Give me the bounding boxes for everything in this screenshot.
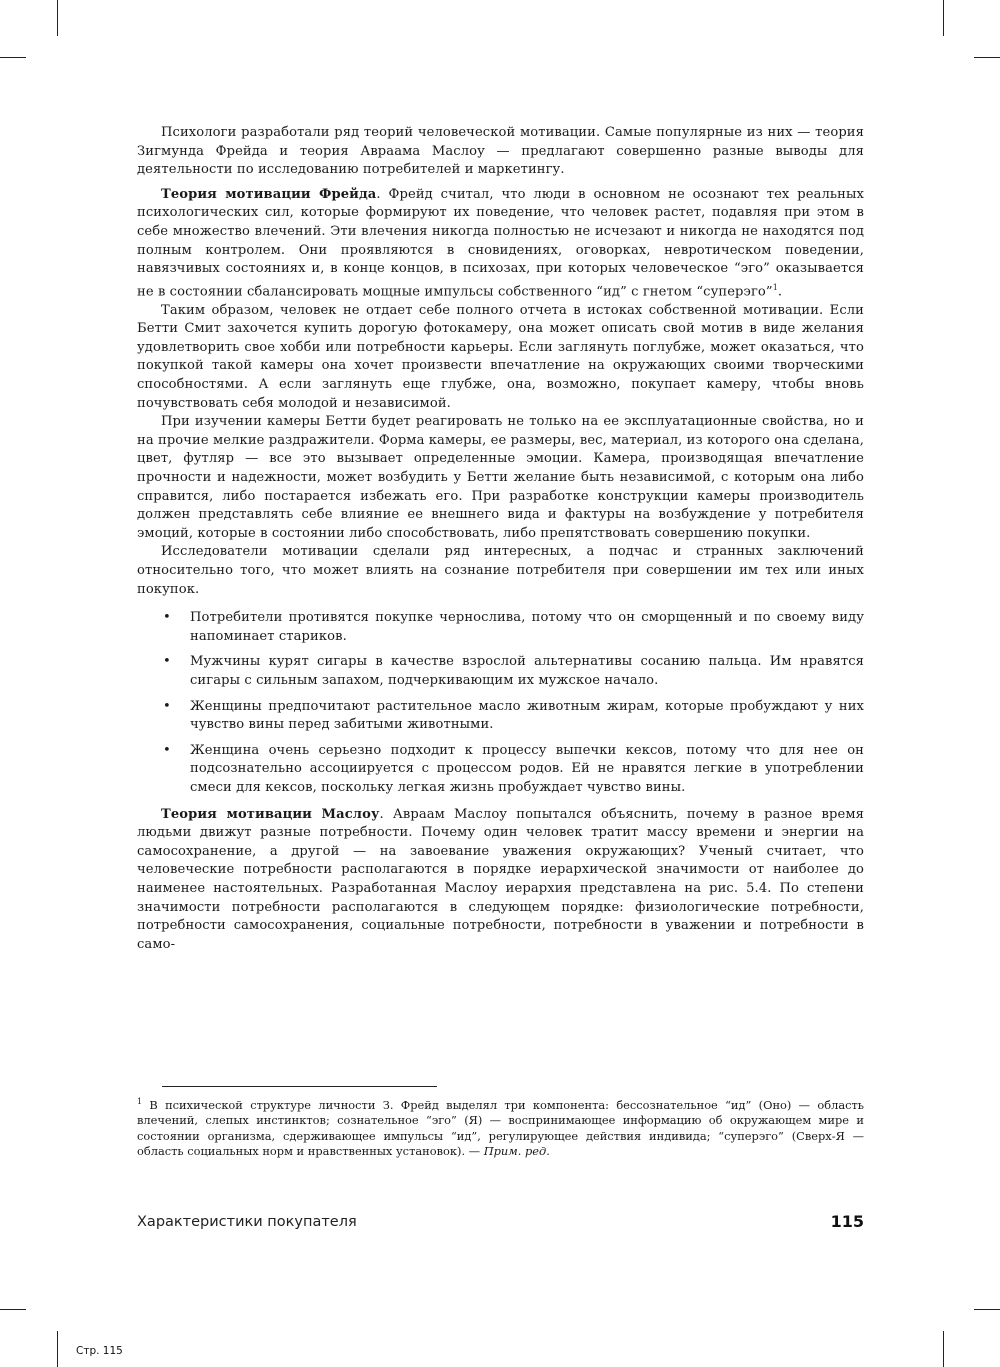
crop-mark [943, 1331, 944, 1367]
crop-mark [974, 1309, 1000, 1310]
footnote-marker: 1 [137, 1097, 143, 1106]
freud-body: . Фрейд считал, что люди в основном не осознают тех реальных психологических сил, которые формируют их поведение, что человек растет, подавляя при этом в себе множество влечений. Эти влечения никогда полностью не исчезают и никогда не находятся под полным контролем. Они проявляются в сновидениях, оговорках, невротическом поведении, навязчивых состояниях и, в конце концов, в психозах, при которых человеческое “эго” оказывается не в состоянии сбалансировать мощные импульсы собственного “ид” с гнетом “суперэго” [137, 186, 864, 300]
list-item [137, 653, 864, 690]
list-item-text: Женщина очень серьезно подходит к процессу выпечки кексов, потому что для нее он подсознательно ассоциируется с процессом родов. Ей не нравятся легкие в употреблении смеси для кексов, поскольку легкая жизнь пробуждает чувство вины. [190, 742, 864, 795]
running-footer-title: Характеристики покупателя [137, 1214, 357, 1230]
list-item-text: Потребители противятся покупке чернослива, потому что он сморщенный и по своему виду напоминает стариков. [190, 610, 864, 644]
paragraph-intro: Психологи разработали ряд теорий человеческой мотивации. Самые популярные из них — теория Зигмунда Фрейда и теория Авраама Маслоу — предлагают совершенно разные выводы для деятельности по исследованию потребителей и маркетингу. [137, 125, 864, 178]
footnote-editor-note: Прим. ред. [483, 1144, 550, 1159]
crop-mark [943, 0, 944, 36]
footnote [137, 1094, 864, 1159]
paragraph-camera: При изучении камеры Бетти будет реагировать не только на ее эксплуатационные свойства, но и на прочие мелкие раздражители. Форма камеры, ее размеры, вес, материал, из которого она сделана, цвет, футляр — все это вызывает определенные эмоции. Камера, производящая впечатление прочности и надежности, может возбудить у Бетти желание быть независимой, с которым она либо справится, либо постарается избежать его. При разработке конструкции камеры производитель должен представлять себе влияние ее внешнего вида и фактуры на возбуждение у потребителя эмоций, которые в состоянии либо способствовать, либо препятствовать совершению покупки. [137, 414, 865, 541]
freud-end: . [777, 284, 783, 300]
footnote-ref: 1 [772, 282, 778, 292]
page-number: 115 [830, 1212, 864, 1231]
crop-mark [0, 57, 26, 58]
bullet-icon: • [163, 742, 171, 758]
maslow-heading: Теория мотивации Маслоу [161, 806, 380, 822]
paragraph-research: Исследователи мотивации сделали ряд интересных, а подчас и странных заключений относительно того, что может влиять на сознание потребителя при совершении им тех или иных покупок. [137, 544, 864, 597]
footnote-text: В психической структуре личности З. Фрейд выделял три компонента: бессознательное “ид” (Оно) — область влечений, слепых инстинктов; сознательное “эго” (Я) — воспринимающее информацию об окружающем мире и состоянии организма, сдерживающее импульсы “ид”, регулирующее действия индивида; “суперэго” (Сверх-Я — область социальных норм и нравственных установок). — [137, 1097, 864, 1159]
list-item-text: Мужчины курят сигары в качестве взрослой альтернативы сосанию пальца. Им нравятся сигары с сильным запахом, подчеркивающим их мужское начало. [190, 654, 864, 688]
footnote-divider [162, 1086, 437, 1087]
list-item [137, 609, 864, 646]
paragraph-maslow [137, 806, 864, 955]
bullet-icon: • [163, 610, 171, 626]
findings-list [137, 609, 864, 797]
crop-mark [0, 1309, 26, 1310]
paragraph-freud [137, 186, 864, 302]
paragraph-betty: Таким образом, человек не отдает себе полного отчета в истоках собственной мотивации. Если Бетти Смит захочется купить дорогую фотокамеру, она может описать свой мотив в виде желания удовлетворить свое хобби или потребности карьеры. Если заглянуть поглубже, может оказаться, что покупкой такой камеры она хочет произвести впечатление на окружающих своими творческими способностями. А если заглянуть еще глубже, она, возможно, покупает камеру, чтобы вновь почувствовать себя молодой и независимой. [137, 302, 864, 411]
list-item-text: Женщины предпочитают растительное масло животным жирам, которые пробуждают у них чувство вины перед забитыми животными. [190, 698, 864, 733]
page-label: Стр. 115 [76, 1345, 123, 1357]
main-text [137, 124, 864, 954]
freud-heading: Теория мотивации Фрейда [161, 186, 377, 202]
crop-mark [57, 0, 58, 36]
crop-mark [974, 57, 1000, 58]
maslow-body: . Авраам Маслоу попытался объяснить, почему в разное время людьми движут разные потребности. Почему один человек тратит массу времени и энергии на самосохранение, а другой — на завоевание уважения окружающих? Ученый считает, что человеческие потребности располагаются в порядке иерархической значимости от наиболее до наименее настоятельных. Разработанная Маслоу иерархия представлена на рис. 5.4. По степени значимости потребности располагаются в следующем порядке: физиологические потребности, потребности самосохранения, социальные потребности, потребности в уважении и потребности в само- [137, 806, 864, 952]
bullet-icon: • [163, 698, 171, 714]
list-item [137, 742, 864, 798]
bullet-icon: • [163, 654, 171, 670]
list-item [137, 698, 864, 735]
crop-mark [57, 1331, 58, 1367]
